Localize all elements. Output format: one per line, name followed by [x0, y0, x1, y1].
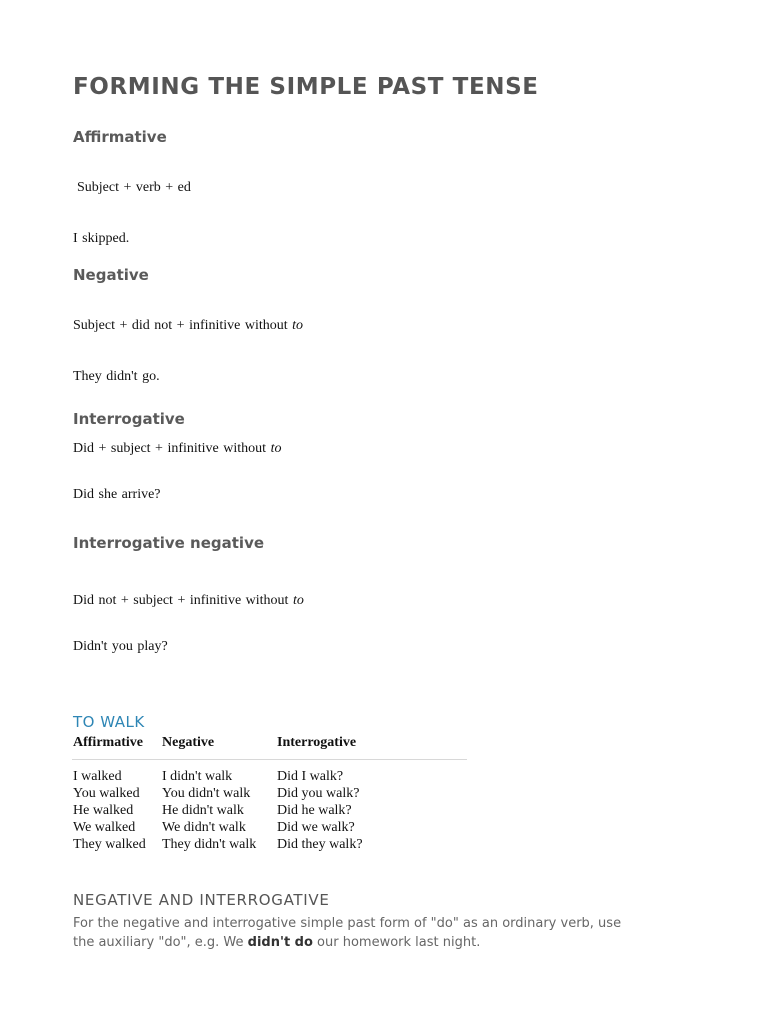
table-row	[72, 785, 467, 802]
interrogative-negative-formula-italic: to	[292, 593, 304, 608]
table-cell: They didn't walk	[162, 837, 257, 852]
table-row	[72, 802, 467, 819]
table-row	[72, 836, 467, 853]
table-cell: You didn't walk	[162, 786, 251, 801]
table-cell: We walked	[73, 820, 136, 835]
table-header-row	[72, 735, 467, 760]
paragraph-text-end: our homework last night.	[312, 935, 481, 950]
table-cell: He didn't walk	[162, 803, 244, 818]
table-row	[72, 819, 467, 836]
interrogative-heading: Interrogative	[73, 410, 185, 428]
affirmative-formula: Subject + verb + ed	[77, 180, 191, 195]
table-cell: I didn't walk	[162, 769, 233, 784]
table-cell: Did you walk?	[277, 786, 360, 801]
table-cell: We didn't walk	[162, 820, 246, 835]
paragraph-text-start: For the negative and interrogative simple past form of "do" as an ordinary verb, use the auxiliary "do", e.g. We	[73, 916, 622, 950]
conjugation-table	[72, 735, 467, 853]
negative-and-interrogative-heading: NEGATIVE AND INTERROGATIVE	[73, 891, 330, 909]
affirmative-heading: Affirmative	[73, 128, 167, 146]
table-row	[72, 760, 467, 786]
negative-heading: Negative	[73, 266, 149, 284]
interrogative-negative-formula-main: Did not + subject + infinitive without	[73, 593, 289, 608]
negative-example: They didn't go.	[73, 369, 160, 384]
negative-and-interrogative-paragraph	[73, 914, 633, 952]
negative-formula-main: Subject + did not + infinitive without	[73, 318, 288, 333]
table-cell: They walked	[73, 837, 146, 852]
interrogative-formula-main: Did + subject + infinitive without	[73, 441, 267, 456]
column-header-interrogative: Interrogative	[276, 735, 467, 760]
table-cell: Did we walk?	[277, 820, 355, 835]
interrogative-example: Did she arrive?	[73, 487, 161, 502]
table-cell: I walked	[73, 769, 122, 784]
interrogative-negative-heading: Interrogative negative	[73, 534, 265, 552]
negative-formula-italic: to	[292, 318, 304, 333]
table-cell: Did they walk?	[277, 837, 363, 852]
to-walk-heading: TO WALK	[73, 713, 145, 731]
column-header-affirmative: Affirmative	[72, 735, 161, 760]
interrogative-negative-example: Didn't you play?	[73, 639, 168, 654]
table-cell: Did he walk?	[277, 803, 352, 818]
interrogative-formula	[73, 441, 281, 457]
paragraph-bold-example: didn't do	[247, 935, 313, 950]
interrogative-formula-italic: to	[270, 441, 282, 456]
page-title: FORMING THE SIMPLE PAST TENSE	[73, 74, 539, 100]
affirmative-example: I skipped.	[73, 231, 130, 246]
table-cell: He walked	[73, 803, 134, 818]
negative-formula	[73, 318, 303, 334]
interrogative-negative-formula	[73, 593, 304, 609]
table-cell: You walked	[73, 786, 140, 801]
column-header-negative: Negative	[161, 735, 276, 760]
table-cell: Did I walk?	[277, 769, 344, 784]
